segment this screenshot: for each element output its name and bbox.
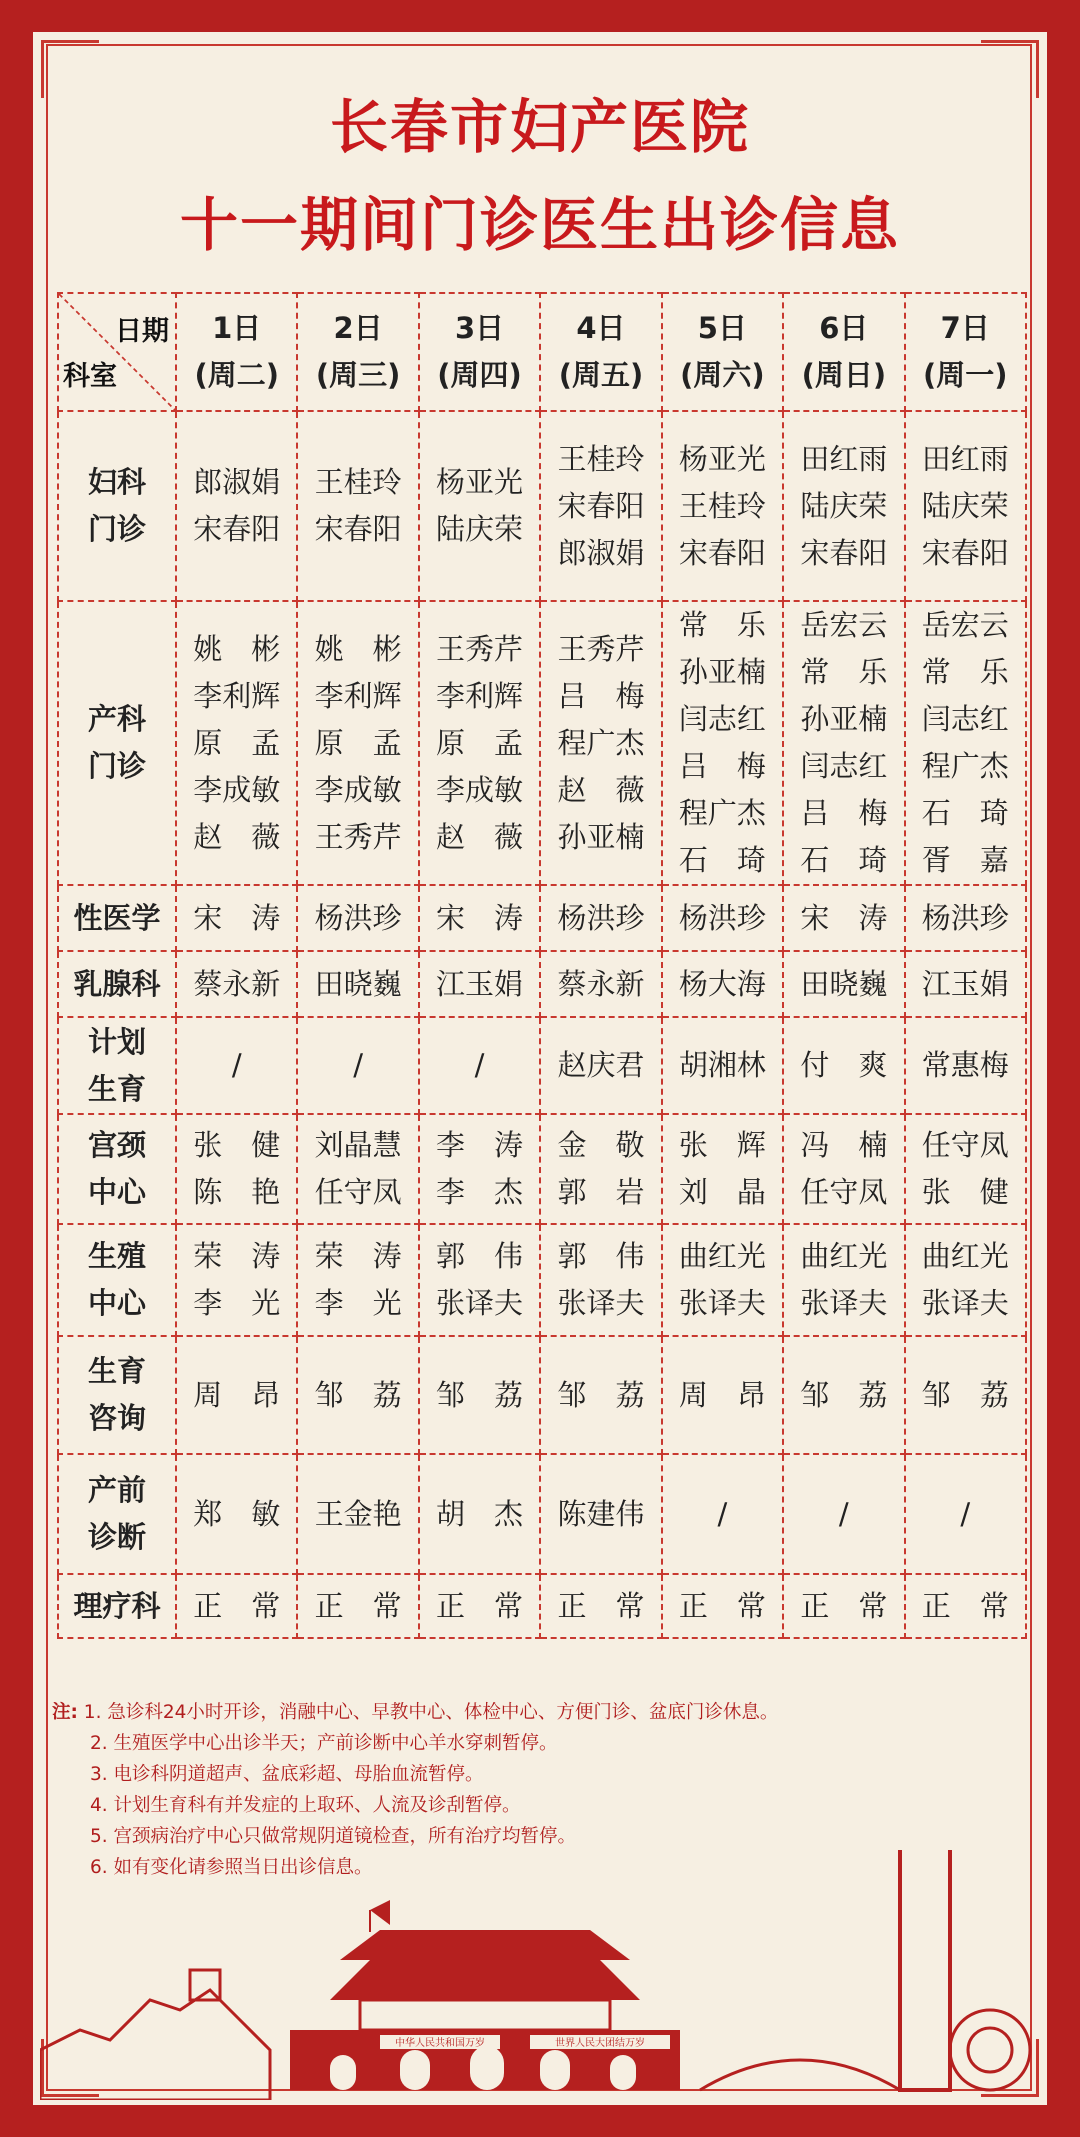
doctor-name: 宋春阳 xyxy=(193,512,281,546)
day-header xyxy=(662,293,783,411)
doctor-name: 田晓巍 xyxy=(800,966,888,1001)
notes-prefix: 注: xyxy=(52,1702,78,1723)
dept-name xyxy=(58,411,176,601)
doctor-name: 王金艳 xyxy=(314,1496,402,1531)
dept-name xyxy=(58,1017,176,1114)
doctor-name: 宋春阳 xyxy=(314,512,402,546)
doctor-name: 邹 荔 xyxy=(436,1377,524,1412)
dept-name-line: 生育 xyxy=(87,1354,146,1388)
doctor-name: / xyxy=(353,1048,364,1082)
header-corner xyxy=(58,293,176,411)
doctor-name: 杨大海 xyxy=(678,966,766,1001)
doctor-cell xyxy=(540,951,661,1017)
weekday: (周五) xyxy=(558,358,644,392)
doctor-cell xyxy=(905,1454,1026,1574)
doctor-name: 杨洪珍 xyxy=(678,900,766,935)
dept-name-line: 性医学 xyxy=(73,900,161,935)
doctor-cell xyxy=(176,1017,297,1114)
doctor-name: 李 杰 xyxy=(436,1175,524,1209)
doctor-name: 曲红光 xyxy=(678,1239,766,1273)
doctor-name: 王桂玲 xyxy=(678,488,766,523)
dept-row xyxy=(58,1454,1026,1574)
dept-name-line: 乳腺科 xyxy=(73,966,161,1001)
dept-name xyxy=(58,951,176,1017)
day-number: 2日 xyxy=(333,311,383,345)
dept-name-line: 产科 xyxy=(87,702,146,736)
doctor-name: 杨洪珍 xyxy=(921,900,1009,935)
dept-name-line: 门诊 xyxy=(87,749,146,783)
dept-name xyxy=(58,1454,176,1574)
doctor-name: 宋春阳 xyxy=(800,535,888,570)
doctor-name: 田红雨 xyxy=(800,441,888,476)
day-number: 4日 xyxy=(576,311,626,345)
doctor-name: 吕 梅 xyxy=(800,796,888,830)
doctor-name: 程广杰 xyxy=(678,796,766,830)
doctor-name: 荣 涛 xyxy=(193,1239,281,1273)
day-number: 5日 xyxy=(697,311,747,345)
doctor-name: 赵 薇 xyxy=(557,772,645,807)
doctor-cell xyxy=(662,1224,783,1336)
dept-name-line: 中心 xyxy=(87,1286,146,1320)
doctor-cell xyxy=(905,1224,1026,1336)
weekday: (周四) xyxy=(437,358,522,392)
doctor-name: 姚 彬 xyxy=(193,631,281,666)
doctor-name: 陆庆荣 xyxy=(800,488,888,523)
day-header xyxy=(905,293,1026,411)
hospital-title: 长春市妇产医院 xyxy=(329,93,750,161)
doctor-name: 石 琦 xyxy=(678,843,766,877)
doctor-name: 姚 彬 xyxy=(314,631,402,666)
weekday: (周一) xyxy=(923,358,1008,392)
doctor-cell xyxy=(783,951,904,1017)
doctor-cell xyxy=(905,885,1026,951)
doctor-cell xyxy=(419,1017,540,1114)
dept-row xyxy=(58,951,1026,1017)
note-item: 1. 急诊科24小时开诊，消融中心、早教中心、体检中心、方便门诊、盆底门诊休息。 xyxy=(83,1702,779,1723)
doctor-cell xyxy=(419,951,540,1017)
dept-row xyxy=(58,1224,1026,1336)
doctor-cell xyxy=(905,601,1026,885)
doctor-name: 陆庆荣 xyxy=(921,488,1009,523)
doctor-name: / xyxy=(960,1496,971,1531)
doctor-cell xyxy=(540,1574,661,1638)
doctor-cell xyxy=(905,1017,1026,1114)
doctor-cell xyxy=(419,1336,540,1454)
doctor-name: 胡 杰 xyxy=(436,1496,524,1531)
doctor-cell xyxy=(662,1114,783,1224)
day-number: 3日 xyxy=(454,311,505,345)
doctor-cell xyxy=(297,1336,418,1454)
doctor-cell xyxy=(783,1017,904,1114)
doctor-cell xyxy=(176,1574,297,1638)
doctor-name: 张译夫 xyxy=(678,1286,766,1320)
doctor-name: 赵庆君 xyxy=(557,1048,645,1082)
doctor-name: 胡湘林 xyxy=(678,1048,766,1082)
doctor-cell xyxy=(783,1114,904,1224)
doctor-cell xyxy=(783,885,904,951)
day-header xyxy=(176,293,297,411)
doctor-name: 刘晶慧 xyxy=(314,1128,402,1162)
note-item: 4. 计划生育科有并发症的上取环、人流及诊刮暂停。 xyxy=(90,1795,521,1816)
doctor-cell xyxy=(783,601,904,885)
doctor-name: 正 常 xyxy=(193,1588,281,1623)
doctor-name: 周 昂 xyxy=(193,1377,281,1412)
doctor-name: 程广杰 xyxy=(921,749,1009,783)
doctor-name: 宋春阳 xyxy=(557,488,645,523)
dept-name-line: 生育 xyxy=(87,1071,146,1106)
dept-name-line: 宫颈 xyxy=(87,1128,146,1162)
dept-name-line: 理疗科 xyxy=(73,1588,161,1623)
tiananmen-illustration xyxy=(40,1850,1040,2100)
dept-name-line: 生殖 xyxy=(87,1239,146,1273)
doctor-name: 曲红光 xyxy=(921,1239,1009,1273)
day-header xyxy=(540,293,661,411)
day-number: 6日 xyxy=(819,311,869,345)
doctor-cell xyxy=(297,1224,418,1336)
doctor-name: 李成敏 xyxy=(436,772,524,807)
doctor-name: 杨洪珍 xyxy=(314,900,402,935)
doctor-name: 曲红光 xyxy=(800,1239,888,1273)
doctor-name: 赵 薇 xyxy=(193,819,281,854)
doctor-cell xyxy=(297,1574,418,1638)
doctor-name: 宋 涛 xyxy=(436,900,524,935)
doctor-name: 张译夫 xyxy=(800,1286,888,1320)
doctor-name: 李利辉 xyxy=(193,678,281,713)
doctor-name: 正 常 xyxy=(921,1588,1009,1623)
doctor-name: 邹 荔 xyxy=(314,1377,402,1412)
doctor-name: 邹 荔 xyxy=(557,1377,645,1412)
doctor-name: 常惠梅 xyxy=(921,1048,1009,1082)
doctor-name: 孙亚楠 xyxy=(557,819,645,854)
doctor-cell xyxy=(297,951,418,1017)
day-header xyxy=(419,293,540,411)
doctor-name: 孙亚楠 xyxy=(678,655,766,689)
dept-row xyxy=(58,601,1026,885)
doctor-name: 张 健 xyxy=(193,1128,281,1162)
doctor-cell xyxy=(662,601,783,885)
doctor-name: 任守凤 xyxy=(921,1128,1009,1162)
doctor-name: 杨亚光 xyxy=(436,465,524,499)
doctor-name: 陈 艳 xyxy=(193,1175,281,1209)
doctor-name: 田晓巍 xyxy=(314,966,402,1001)
doctor-cell xyxy=(540,1224,661,1336)
doctor-name: 张 健 xyxy=(921,1175,1009,1209)
day-number: 1日 xyxy=(212,311,262,345)
weekday: (周六) xyxy=(680,358,765,392)
note-item: 6. 如有变化请参照当日出诊信息。 xyxy=(90,1857,373,1878)
doctor-cell xyxy=(297,411,418,601)
dept-name-line: 妇科 xyxy=(87,465,146,499)
doctor-name: 江玉娟 xyxy=(436,966,524,1001)
doctor-name: 赵 薇 xyxy=(436,819,524,854)
dept-row xyxy=(58,411,1026,601)
doctor-cell xyxy=(783,1224,904,1336)
gate-sign-left: 中华人民共和国万岁 xyxy=(395,2038,485,2049)
doctor-name: 陈建伟 xyxy=(557,1496,645,1531)
doctor-cell xyxy=(540,885,661,951)
doctor-name: 蔡永新 xyxy=(193,966,281,1001)
dept-row xyxy=(58,1336,1026,1454)
dept-row xyxy=(58,1017,1026,1114)
doctor-name: 田红雨 xyxy=(921,441,1009,476)
doctor-cell xyxy=(419,411,540,601)
doctor-name: 李成敏 xyxy=(193,772,281,807)
doctor-name: 张译夫 xyxy=(436,1286,524,1320)
note-item: 5. 宫颈病治疗中心只做常规阴道镜检查，所有治疗均暂停。 xyxy=(90,1826,577,1847)
doctor-name: 李 光 xyxy=(193,1286,281,1320)
doctor-cell xyxy=(540,1336,661,1454)
dept-name-line: 中心 xyxy=(87,1175,146,1209)
doctor-name: 宋 涛 xyxy=(193,900,281,935)
doctor-name: 郭 伟 xyxy=(557,1239,645,1273)
doctor-cell xyxy=(662,1336,783,1454)
doctor-name: 张 辉 xyxy=(678,1128,766,1162)
doctor-cell xyxy=(419,1224,540,1336)
doctor-cell xyxy=(783,1454,904,1574)
doctor-cell xyxy=(662,885,783,951)
doctor-cell xyxy=(176,411,297,601)
doctor-name: 正 常 xyxy=(557,1588,645,1623)
header-row xyxy=(58,293,1026,411)
doctor-name: / xyxy=(474,1048,485,1082)
doctor-name: / xyxy=(717,1496,728,1531)
doctor-cell xyxy=(905,1336,1026,1454)
doctor-cell xyxy=(176,1224,297,1336)
dept-row xyxy=(58,885,1026,951)
doctor-name: 常 乐 xyxy=(678,608,766,642)
schedule-table xyxy=(57,292,1027,1639)
doctor-name: 荣 涛 xyxy=(314,1239,402,1273)
day-header xyxy=(783,293,904,411)
doctor-name: 付 爽 xyxy=(800,1048,888,1082)
doctor-name: 郑 敏 xyxy=(193,1496,281,1531)
doctor-name: 原 孟 xyxy=(193,725,281,760)
dept-name-line: 诊断 xyxy=(87,1520,146,1554)
doctor-cell xyxy=(540,1454,661,1574)
doctor-name: 王秀芹 xyxy=(314,819,402,854)
doctor-cell xyxy=(905,1574,1026,1638)
weekday: (周三) xyxy=(315,358,401,392)
note-item: 2. 生殖医学中心出诊半天；产前诊断中心羊水穿刺暂停。 xyxy=(90,1733,558,1754)
doctor-cell xyxy=(297,885,418,951)
dept-row xyxy=(58,1574,1026,1638)
doctor-name: 闫志红 xyxy=(921,702,1009,736)
doctor-name: 程广杰 xyxy=(557,725,645,760)
doctor-name: / xyxy=(838,1496,849,1531)
doctor-name: 刘 晶 xyxy=(678,1175,766,1209)
doctor-name: 冯 楠 xyxy=(800,1128,888,1162)
doctor-name: 正 常 xyxy=(314,1588,402,1623)
doctor-cell xyxy=(297,601,418,885)
doctor-name: 郎淑娟 xyxy=(557,535,645,570)
weekday: (周二) xyxy=(194,358,279,392)
doctor-name: 郎淑娟 xyxy=(193,465,281,499)
doctor-name: 石 琦 xyxy=(800,843,888,877)
doctor-cell xyxy=(176,1454,297,1574)
day-header xyxy=(297,293,418,411)
doctor-name: 正 常 xyxy=(678,1588,766,1623)
doctor-name: 杨洪珍 xyxy=(557,900,645,935)
doctor-name: 闫志红 xyxy=(678,702,766,736)
doctor-name: 岳宏云 xyxy=(921,608,1009,642)
doctor-cell xyxy=(905,411,1026,601)
doctor-name: 王桂玲 xyxy=(557,441,645,476)
doctor-cell xyxy=(176,601,297,885)
dept-name-line: 产前 xyxy=(87,1473,146,1507)
doctor-name: 正 常 xyxy=(436,1588,524,1623)
doctor-name: 宋 涛 xyxy=(800,900,888,935)
doctor-name: 常 乐 xyxy=(921,655,1009,689)
doctor-name: 陆庆荣 xyxy=(436,512,524,546)
doctor-name: 邹 荔 xyxy=(800,1377,888,1412)
doctor-name: 李 光 xyxy=(314,1286,402,1320)
doctor-cell xyxy=(662,1017,783,1114)
doctor-name: 王秀芹 xyxy=(557,631,645,666)
doctor-name: 蔡永新 xyxy=(557,966,645,1001)
dept-name-line: 计划 xyxy=(87,1024,146,1059)
doctor-name: 杨亚光 xyxy=(678,441,766,476)
dept-row xyxy=(58,1114,1026,1224)
dept-name xyxy=(58,1224,176,1336)
doctor-name: 常 乐 xyxy=(800,655,888,689)
doctor-name: 李利辉 xyxy=(314,678,402,713)
date-label: 日期 xyxy=(115,316,169,347)
doctor-cell xyxy=(540,601,661,885)
doctor-name: 岳宏云 xyxy=(800,608,888,642)
doctor-cell xyxy=(176,951,297,1017)
note-item: 3. 电诊科阴道超声、盆底彩超、母胎血流暂停。 xyxy=(90,1764,484,1785)
doctor-name: 宋春阳 xyxy=(678,535,766,570)
doctor-cell xyxy=(176,1114,297,1224)
day-number: 7日 xyxy=(940,311,990,345)
doctor-name: 胥 嘉 xyxy=(921,843,1009,877)
doctor-name: / xyxy=(231,1048,242,1082)
doctor-cell xyxy=(662,951,783,1017)
doctor-cell xyxy=(419,1454,540,1574)
doctor-name: 任守凤 xyxy=(314,1175,402,1209)
doctor-cell xyxy=(176,885,297,951)
doctor-name: 郭 岩 xyxy=(557,1175,645,1209)
dept-name-line: 咨询 xyxy=(87,1401,146,1435)
doctor-cell xyxy=(662,1454,783,1574)
doctor-cell xyxy=(783,411,904,601)
doctor-name: 邹 荔 xyxy=(921,1377,1009,1412)
doctor-cell xyxy=(783,1336,904,1454)
dept-name xyxy=(58,1574,176,1638)
dept-name xyxy=(58,1336,176,1454)
dept-name xyxy=(58,1114,176,1224)
doctor-cell xyxy=(540,1114,661,1224)
doctor-cell xyxy=(419,1574,540,1638)
doctor-name: 李成敏 xyxy=(314,772,402,807)
doctor-cell xyxy=(176,1336,297,1454)
doctor-name: 吕 梅 xyxy=(557,678,645,713)
dept-label: 科室 xyxy=(63,361,117,392)
doctor-name: 李 涛 xyxy=(436,1128,524,1162)
schedule-title: 十一期间门诊医生出诊信息 xyxy=(179,191,900,259)
doctor-cell xyxy=(662,411,783,601)
doctor-cell xyxy=(297,1114,418,1224)
doctor-name: 孙亚楠 xyxy=(800,702,888,736)
doctor-cell xyxy=(297,1454,418,1574)
doctor-name: 任守凤 xyxy=(800,1175,888,1209)
doctor-name: 宋春阳 xyxy=(921,535,1009,570)
doctor-cell xyxy=(540,1017,661,1114)
doctor-cell xyxy=(783,1574,904,1638)
doctor-cell xyxy=(905,951,1026,1017)
doctor-cell xyxy=(419,885,540,951)
doctor-cell xyxy=(905,1114,1026,1224)
doctor-name: 李利辉 xyxy=(436,678,524,713)
doctor-cell xyxy=(540,411,661,601)
doctor-name: 张译夫 xyxy=(921,1286,1009,1320)
doctor-name: 金 敬 xyxy=(557,1128,645,1162)
dept-name xyxy=(58,885,176,951)
weekday: (周日) xyxy=(801,358,887,392)
doctor-name: 江玉娟 xyxy=(921,966,1009,1001)
doctor-name: 原 孟 xyxy=(436,725,524,760)
dept-name xyxy=(58,601,176,885)
doctor-name: 原 孟 xyxy=(314,725,402,760)
doctor-name: 王秀芹 xyxy=(436,631,524,666)
doctor-name: 郭 伟 xyxy=(436,1239,524,1273)
doctor-name: 张译夫 xyxy=(557,1286,645,1320)
doctor-cell xyxy=(297,1017,418,1114)
doctor-cell xyxy=(662,1574,783,1638)
doctor-name: 闫志红 xyxy=(800,749,888,783)
gate-sign-right: 世界人民大团结万岁 xyxy=(555,2038,645,2049)
doctor-cell xyxy=(419,601,540,885)
doctor-name: 石 琦 xyxy=(921,796,1009,830)
doctor-name: 正 常 xyxy=(800,1588,888,1623)
dept-name-line: 门诊 xyxy=(87,512,146,546)
doctor-name: 周 昂 xyxy=(678,1377,766,1412)
doctor-cell xyxy=(419,1114,540,1224)
doctor-name: 王桂玲 xyxy=(314,465,402,499)
doctor-name: 吕 梅 xyxy=(678,749,766,783)
